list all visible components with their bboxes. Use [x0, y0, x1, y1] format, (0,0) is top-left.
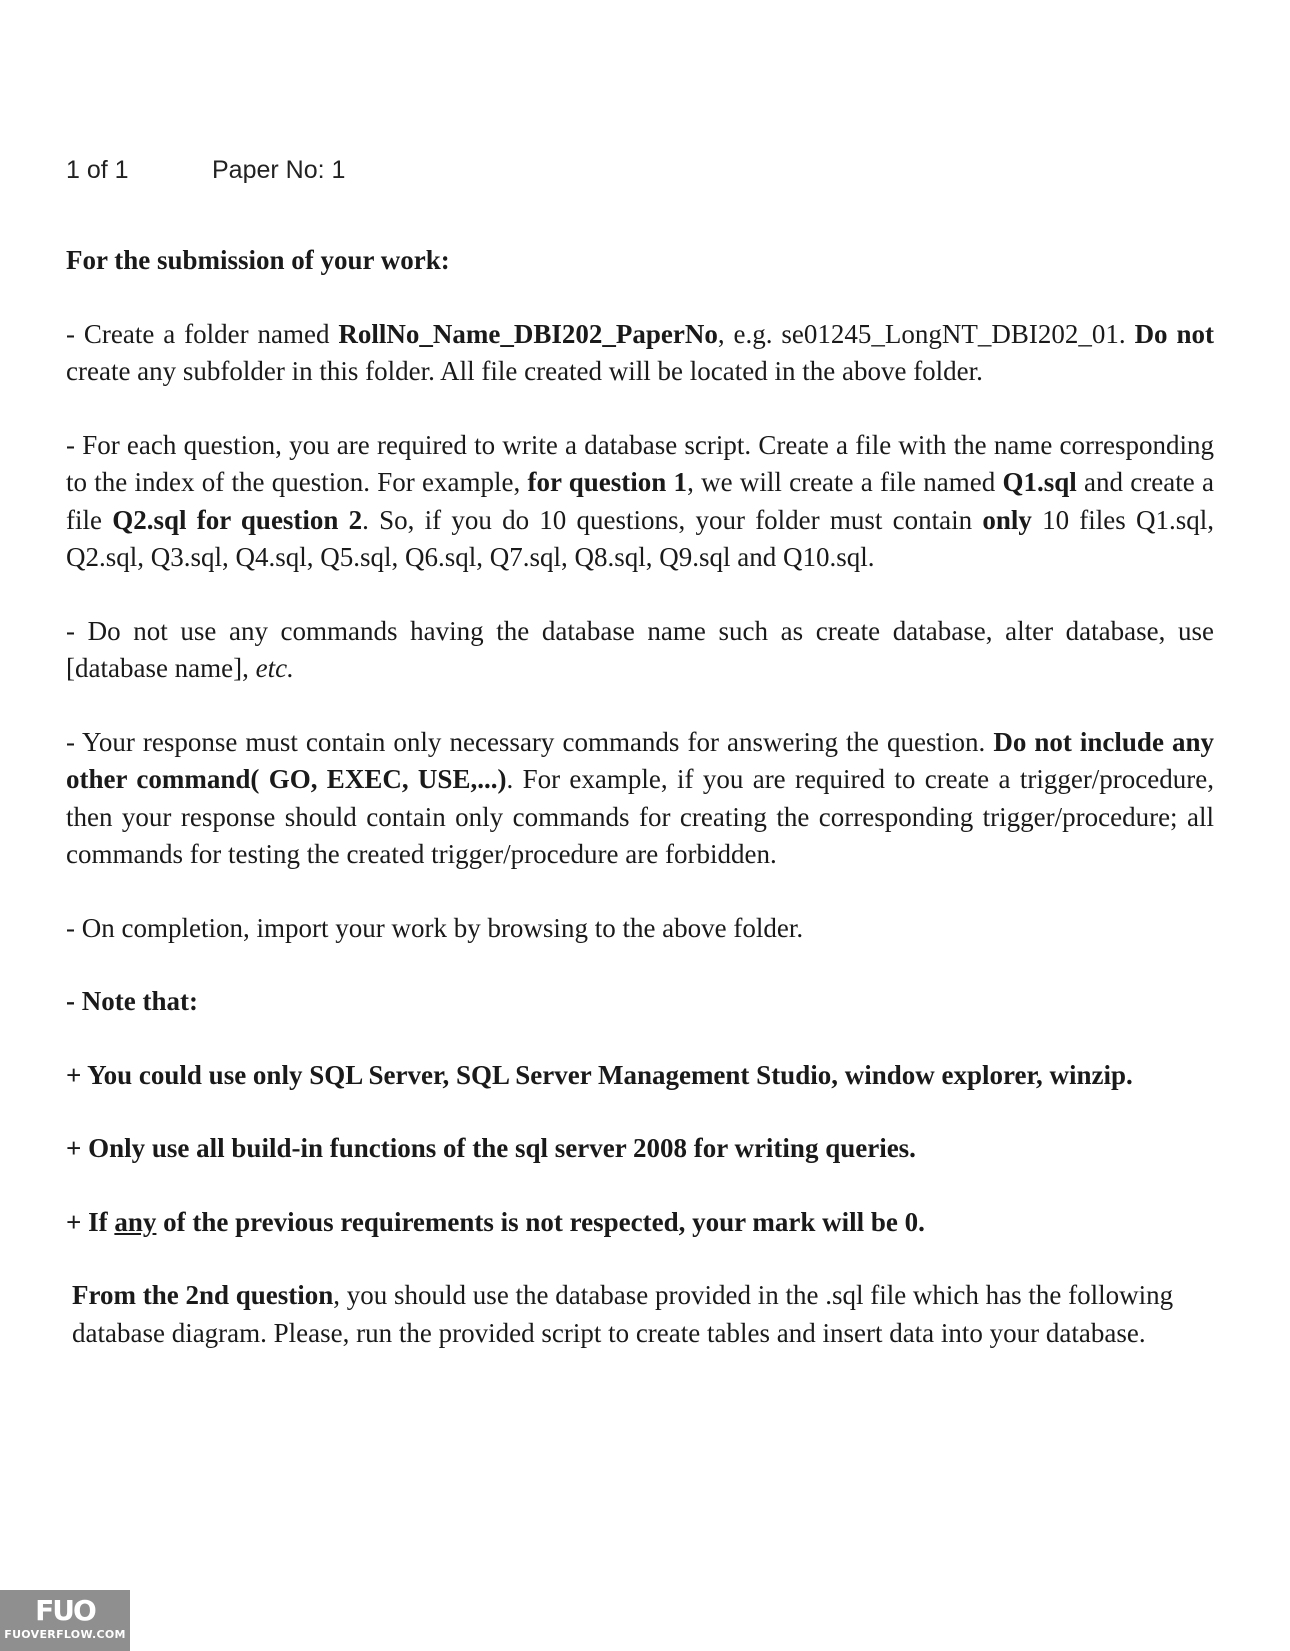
emphasis: for question 1: [527, 467, 688, 497]
text: - Create a folder named: [66, 318, 339, 349]
text: 10 files Q1.sql, Q2.sql, Q3.sql, Q4.sql, Q5.sql, Q6.sql, Q7.sql, Q8.sql, Q9.sql and Q10.sql.: [66, 504, 1215, 572]
note-mark: [66, 1204, 1214, 1242]
note-tools: [66, 1057, 1214, 1095]
completion-instruction: - On completion, import your work by browsing to the above folder.: [66, 912, 804, 943]
text: + If: [66, 1206, 115, 1237]
emphasis: Q1.sql: [1002, 467, 1077, 497]
text: , you should use the database provided in the .sql file which has the following database diagram. Please, run the provided script to create tables and insert data into your database.: [72, 1280, 1174, 1348]
submission-heading-text: For the submission of your work:: [66, 245, 450, 275]
file-instruction: [66, 427, 1214, 577]
text: - Your response must contain only necessary commands for answering the question.: [66, 726, 994, 757]
text: , we will create a file named: [687, 467, 1003, 497]
database-diagram-instruction: [66, 1277, 1214, 1352]
note-mark-text: [66, 1207, 925, 1237]
folder-instruction: [66, 316, 1214, 391]
watermark-logo: [0, 1590, 130, 1651]
page-header: [66, 150, 345, 190]
note-heading: [66, 983, 1214, 1021]
watermark-logo-text: FUO: [35, 1594, 95, 1627]
emphasis: From the 2nd question: [72, 1280, 334, 1310]
underlined-text: any: [114, 1206, 157, 1237]
text: . So, if you do 10 questions, your folder must contain: [362, 504, 983, 535]
emphasis: Q2.sql for question 2: [112, 504, 363, 535]
submission-heading: [66, 242, 1214, 280]
emphasis: only: [982, 504, 1032, 535]
text: create any subfolder in this folder. All file created will be located in the above folder.: [66, 356, 983, 386]
text: , e.g. se01245_LongNT_DBI202_01.: [717, 318, 1135, 349]
emphasis: Do not: [1134, 318, 1214, 349]
text: and create a file: [66, 467, 1214, 535]
text: - Do not use any commands having the database name such as create database, alter database, use [database name],: [66, 615, 1214, 683]
page-count: 1 of 1: [66, 156, 129, 184]
italic-text: etc.: [255, 653, 294, 683]
folder-name-format: RollNo_Name_DBI202_PaperNo: [338, 318, 718, 349]
paper-number: Paper No: 1: [212, 156, 346, 184]
response-rule: [66, 724, 1214, 874]
emphasis: Do not include any other command( GO, EXEC, USE,...): [66, 726, 1214, 794]
text: - For each question, you are required to write a database script. Create a file with the name corresponding to the index of the question. For example,: [66, 429, 1214, 497]
note-tools-text: + You could use only SQL Server, SQL Server Management Studio, window explorer, winzip.: [66, 1059, 1133, 1090]
watermark-site: FUOVERFLOW.COM: [4, 1628, 126, 1641]
text: . For example, if you are required to create a trigger/procedure, then your response should contain only commands for creating the corresponding trigger/procedure; all commands for testing the created trigger/procedure are forbidden.: [66, 764, 1214, 869]
database-command-rule: [66, 613, 1214, 688]
note-heading-text: - Note that:: [66, 986, 198, 1016]
note-functions-text: + Only use all build-in functions of the sql server 2008 for writing queries.: [66, 1133, 916, 1163]
note-functions: [66, 1130, 1214, 1168]
document-body: [66, 242, 1214, 1352]
text: of the previous requirements is not respected, your mark will be 0.: [156, 1206, 925, 1237]
